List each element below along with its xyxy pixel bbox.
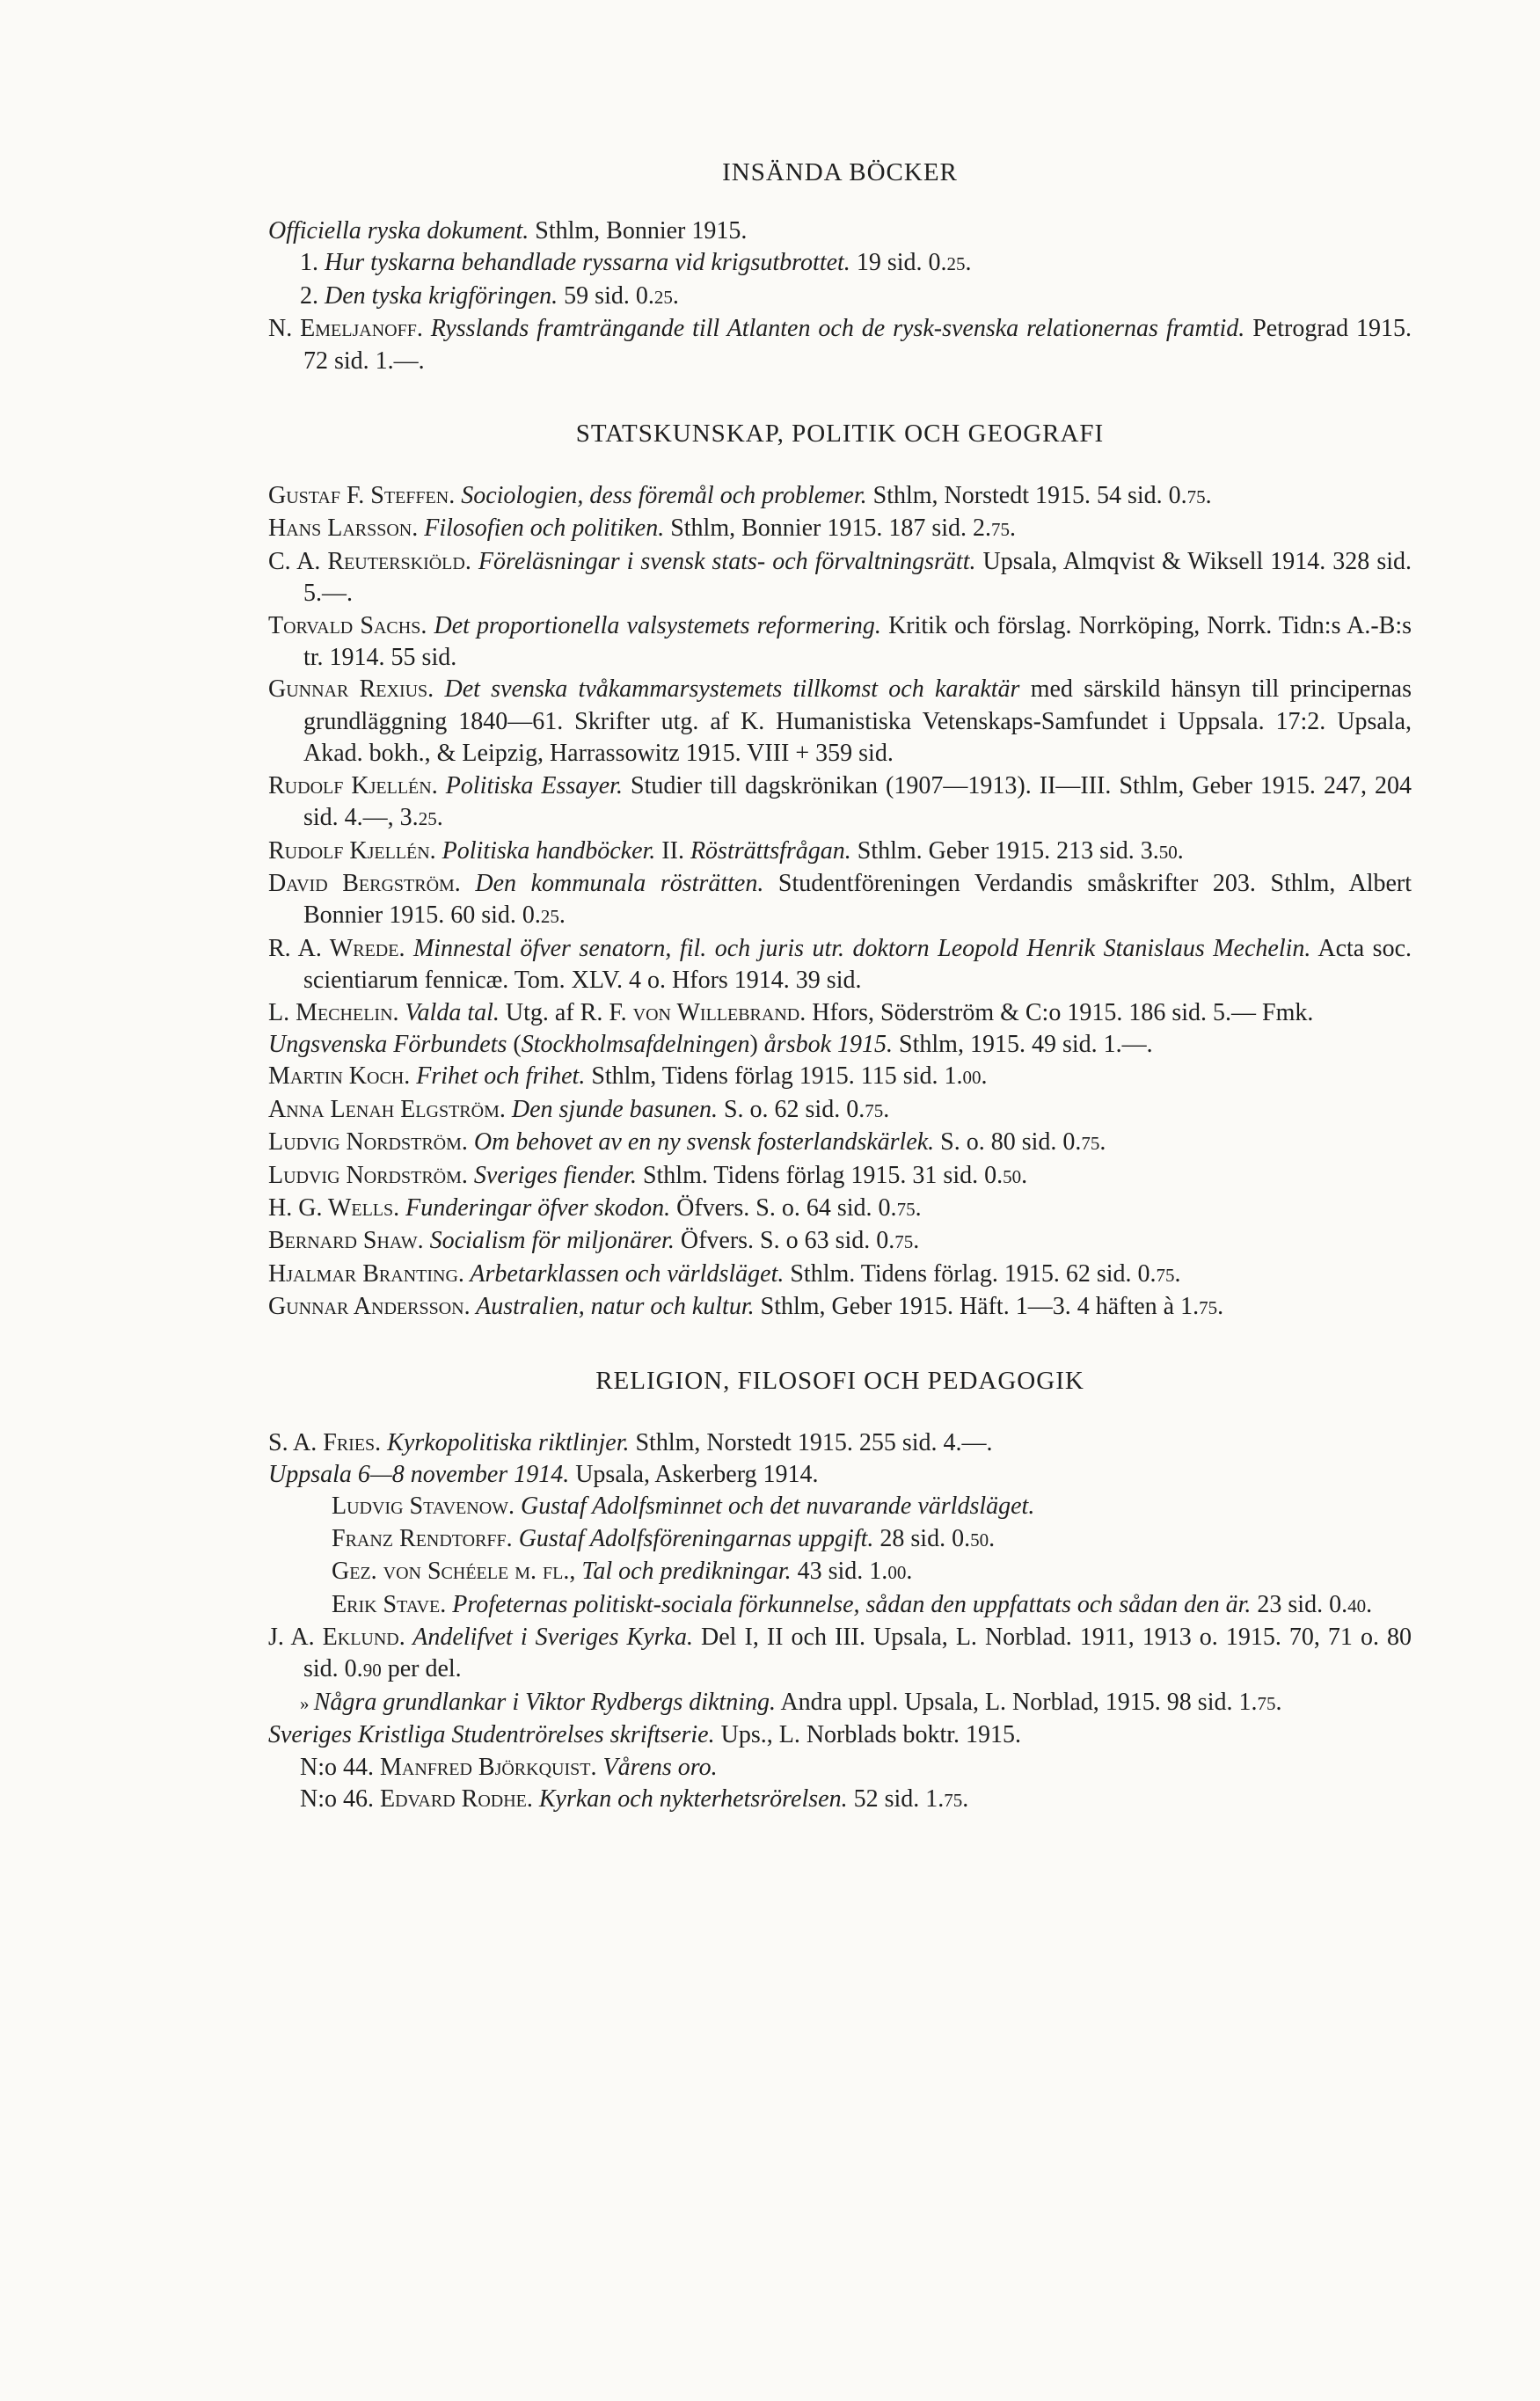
entry-price: 75	[944, 1790, 963, 1812]
entry-publication: 59 sid. 0.	[558, 281, 654, 310]
entry-author: Erik Stave.	[332, 1590, 447, 1618]
entry-title: Gustaf Adolfsföreningarnas uppgift.	[512, 1524, 874, 1552]
entry	[268, 313, 1412, 377]
entry-price: 75	[1081, 1133, 1100, 1155]
entry-publication: Sthlm, Norstedt 1915. 54 sid. 0.	[866, 482, 1187, 510]
entry-author: Martin Koch.	[268, 1062, 411, 1091]
entry-author: Hans Larsson.	[268, 514, 419, 543]
ditto-mark: »	[300, 1692, 314, 1714]
entry	[268, 770, 1412, 836]
entry-title: Filosofien och politiken.	[418, 514, 665, 543]
entry-title: Ungsvenska Förbundets	[268, 1030, 507, 1058]
entry-price: 75	[1156, 1264, 1175, 1286]
entry-title: Rysslands framträngande till Atlanten och de rysk-svenska relationernas framtid.	[422, 315, 1245, 343]
entry-end: .	[1010, 514, 1016, 543]
entry-publication: Studentföreningen Verdandis småskrifter 203. Sthlm, Albert Bonnier 1915. 60 sid. 0.	[303, 869, 1412, 930]
entry-publication: Sthlm. Geber 1915. 213 sid. 3.	[850, 836, 1159, 865]
entry-title: Vårens oro.	[596, 1753, 718, 1781]
entry-title: Den sjunde basunen.	[505, 1095, 718, 1123]
entry-author: Hjalmar Branting.	[268, 1259, 464, 1288]
entry-publication: Kritik och förslag. Norrköping, Norrk. Tidn:s A.-B:s tr. 1914. 55 sid.	[303, 611, 1412, 672]
sub-entry	[332, 1556, 1412, 1588]
entry-title: Andelifvet i Sveriges Kyrka.	[405, 1624, 693, 1652]
entry-text: )	[749, 1030, 764, 1058]
entry-author: Gez. von Schéele m. fl.,	[332, 1558, 576, 1586]
entry	[268, 868, 1412, 933]
entry-price: 75	[896, 1198, 916, 1220]
entry-author: Bernard Shaw.	[268, 1227, 424, 1255]
entry-title: Officiella ryska dokument.	[268, 217, 529, 244]
entry-title: Funderingar öfver skodon.	[399, 1193, 671, 1222]
entry-title: Minnestal öfver senatorn, fil. och juris utr. doktorn Leopold Henrik Stanislaus Mechelin.	[405, 934, 1311, 962]
entry	[268, 1127, 1412, 1159]
entry-end: .	[965, 249, 972, 277]
entry-title: Den tyska krigföringen.	[325, 281, 558, 310]
entry-title: Politiska Essayer.	[437, 771, 623, 799]
entry	[268, 674, 1412, 770]
entry	[268, 546, 1412, 610]
entry-end: .	[1366, 1590, 1373, 1618]
entry	[268, 215, 1412, 247]
sub-entry	[300, 281, 1412, 313]
entry-price: 50	[1158, 841, 1178, 863]
entry-publication: S. o. 62 sid. 0.	[717, 1095, 865, 1123]
entry-author: Gunnar Andersson.	[268, 1293, 471, 1321]
entry-end: .	[883, 1095, 890, 1123]
entry	[268, 1459, 1412, 1491]
entry-author: S. A. Fries.	[268, 1428, 382, 1456]
entry-publication: Sthlm, Norstedt 1915. 255 sid. 4.—.	[629, 1428, 993, 1456]
entry-price: 75	[991, 519, 1010, 541]
entry-publication: Studier till dagskrönikan (1907—1913). II—III. Sthlm, Geber 1915. 247, 204 sid. 4.—, 3.	[303, 771, 1412, 832]
entry-number: 2.	[300, 281, 325, 310]
entry	[268, 1225, 1412, 1258]
entry-subtitle: årsbok 1915.	[763, 1030, 894, 1058]
sub-entry	[300, 1687, 1412, 1719]
entry-title: Kyrkan och nykterhetsrörelsen.	[532, 1785, 848, 1814]
sub-entry	[300, 1752, 1412, 1784]
entry-author: Rudolf Kjellén.	[268, 771, 438, 799]
entry-title: Sveriges Kristliga Studentrörelses skriftserie.	[268, 1721, 715, 1749]
entry-price: 75	[865, 1099, 884, 1121]
entry-end: .	[1099, 1128, 1106, 1157]
entry-publication: Sthlm, Tidens förlag 1915. 115 sid. 1.	[585, 1062, 963, 1091]
sub-entry	[300, 1784, 1412, 1816]
entry-price: 25	[418, 808, 437, 830]
entry-author: Rudolf Kjellén.	[268, 836, 436, 865]
entry-publication: Sthlm. Tidens förlag 1915. 31 sid. 0.	[636, 1161, 1004, 1189]
entry-publication: 28 sid. 0.	[873, 1524, 971, 1552]
entry-publication: Ups., L. Norblads boktr. 1915.	[714, 1721, 1022, 1749]
entry-editor: von Willebrand.	[632, 998, 806, 1026]
entry-publication: 43 sid. 1.	[791, 1558, 888, 1586]
entry-title: Det proportionella valsystemets reformering.	[427, 611, 881, 639]
entry-title: Uppsala 6—8 november 1914.	[268, 1461, 570, 1488]
entry-publication: Sthlm, Geber 1915. Häft. 1—3. 4 häften à 1.	[754, 1293, 1200, 1321]
entry-author: Ludvig Stavenow.	[332, 1492, 515, 1521]
entry-publication: 23 sid. 0.	[1251, 1590, 1348, 1618]
entry-end: .	[1205, 482, 1212, 510]
entry	[268, 1427, 1412, 1459]
entry	[268, 1029, 1412, 1061]
entry-publication: Acta soc. scientiarum fennicæ. Tom. XLV. 4 o. Hfors 1914. 39 sid.	[303, 934, 1412, 995]
entry-subtitle: Rösträttsfrågan.	[690, 836, 851, 865]
entry	[268, 836, 1412, 868]
entry	[268, 513, 1412, 545]
entry	[268, 1061, 1412, 1093]
entry-title: Sociologien, dess föremål och problemer.	[455, 482, 867, 510]
entry-title: Den kommunala rösträtten.	[460, 869, 764, 897]
entry-number: 1.	[300, 249, 325, 277]
entry-subtitle: Stockholmsafdelningen	[521, 1030, 750, 1058]
entry-author: Manfred Björkquist.	[380, 1753, 597, 1781]
entry-title: Några grundlankar i Viktor Rydbergs diktning.	[313, 1688, 776, 1716]
entry-end: .	[1174, 1259, 1181, 1288]
text-block	[268, 158, 1412, 1816]
entry-price: 25	[946, 253, 966, 275]
entry-title: Föreläsningar i svensk stats- och förvaltningsrätt.	[471, 547, 976, 575]
entry-title: Om behovet av en ny svensk fosterlandskärlek.	[467, 1128, 935, 1157]
entry-author: N. Emeljanoff.	[268, 315, 423, 343]
entry-publication: Sthlm, 1915. 49 sid. 1.—.	[893, 1030, 1153, 1058]
entry-publication: 19 sid. 0.	[850, 249, 947, 277]
entry-publication: Andra uppl. Upsala, L. Norblad, 1915. 98 sid. 1.	[775, 1688, 1258, 1716]
entry-end: .	[436, 804, 443, 832]
entry-end: .	[913, 1227, 920, 1255]
entry-author: L. Mechelin.	[268, 998, 399, 1026]
entry-price: 75	[894, 1231, 914, 1253]
section-heading: RELIGION, FILOSOFI OCH PEDAGOGIK	[595, 1366, 1084, 1395]
entry	[268, 997, 1412, 1029]
entry	[268, 1622, 1412, 1687]
entry-title: Sveriges fiender.	[467, 1161, 637, 1189]
entry	[268, 1259, 1412, 1291]
entry-publication: Utg. af R. F.	[499, 998, 633, 1026]
entry-text: II.	[655, 836, 690, 865]
entry	[268, 1160, 1412, 1193]
entry-publication: Öfvers. S. o 63 sid. 0.	[674, 1227, 895, 1255]
entry-price: 75	[1199, 1297, 1218, 1319]
entry-end: .	[672, 281, 679, 310]
entry-end: .	[906, 1558, 913, 1586]
entry-publication: med särskild hänsyn till principernas grundläggning 1840—61. Skrifter utg. af K. Humanistiska Vetenskaps-Samfundet i Uppsala. 17:2. Upsala, Akad. bokh., & Leipzig, Harrassowitz 1915. VIII + 359 sid.	[303, 675, 1412, 768]
entry-publication: Hfors, Söderström & C:o 1915. 186 sid. 5.— Fmk.	[806, 998, 1314, 1026]
entry-price: 75	[1257, 1692, 1276, 1714]
entry-title: Valda tal.	[398, 998, 500, 1026]
entry-publication: Sthlm. Tidens förlag. 1915. 62 sid. 0.	[784, 1259, 1157, 1288]
entry-author: Franz Rendtorff.	[332, 1524, 513, 1552]
entry-end: per del.	[381, 1655, 462, 1683]
entry-author: Gustaf F. Steffen.	[268, 482, 456, 510]
entry-publication: Öfvers. S. o. 64 sid. 0.	[670, 1193, 897, 1222]
entry-price: 50	[970, 1529, 989, 1551]
entry-title: Det svenska tvåkammarsystemets tillkomst och karaktär	[434, 675, 1020, 704]
entry-author: Gunnar Rexius.	[268, 675, 434, 704]
entry-price: 50	[1003, 1165, 1022, 1187]
entry-title: Kyrkopolitiska riktlinjer.	[381, 1428, 630, 1456]
entry-author: H. G. Wells.	[268, 1193, 400, 1222]
entry	[268, 610, 1412, 675]
entry-author: C. A. Reuterskiöld.	[268, 547, 471, 575]
entry-end: .	[1021, 1161, 1028, 1189]
entry-author: Anna Lenah Elgström.	[268, 1095, 506, 1123]
entry-author: Edvard Rodhe.	[380, 1785, 533, 1814]
sub-entry	[332, 1491, 1412, 1522]
entry	[268, 1719, 1412, 1751]
entry-author: David Bergström.	[268, 869, 461, 897]
entry	[268, 480, 1412, 513]
entry	[268, 1094, 1412, 1127]
sub-entry	[300, 247, 1412, 280]
entry-publication: 52 sid. 1.	[847, 1785, 945, 1814]
entry-author: Torvald Sachs.	[268, 611, 427, 639]
entry-price: 40	[1347, 1595, 1367, 1616]
entry-title: Socialism för miljonärer.	[423, 1227, 675, 1255]
entry-price: 25	[653, 286, 673, 308]
entry-number: N:o 44.	[300, 1753, 380, 1781]
entry-end: .	[915, 1193, 922, 1222]
entry-publication: Del I, II och III. Upsala, L. Norblad. 1911, 1913 o. 1915. 70, 71 o. 80 sid. 0.	[303, 1624, 1412, 1683]
sub-entry	[332, 1589, 1412, 1622]
entry-price: 25	[540, 906, 559, 928]
entry	[268, 933, 1412, 997]
entry-title: Politiska handböcker.	[435, 836, 656, 865]
entry-title: Arbetarklassen och världsläget.	[463, 1259, 785, 1288]
sub-entry	[332, 1523, 1412, 1556]
entry-title: Hur tyskarna behandlade ryssarna vid krigsutbrottet.	[325, 249, 850, 277]
section-heading: STATSKUNSKAP, POLITIK OCH GEOGRAFI	[575, 420, 1105, 449]
entry-publication: S. o. 80 sid. 0.	[934, 1128, 1082, 1157]
entry-price: 00	[887, 1562, 907, 1584]
entry-title: Tal och predikningar.	[575, 1558, 792, 1586]
entry-publication: Sthlm, Bonnier 1915.	[529, 217, 748, 244]
entry-end: .	[981, 1062, 988, 1091]
entry-end: .	[1217, 1293, 1224, 1321]
entry-author: Ludvig Nordström.	[268, 1128, 468, 1157]
entry-title: Profeternas politiskt-sociala förkunnelse, sådan den uppfattats och sådan den är.	[446, 1590, 1252, 1618]
entry-end: .	[558, 901, 566, 930]
entry-publication: Upsala, Almqvist & Wiksell 1914. 328 sid. 5.—.	[303, 547, 1412, 608]
entry-price: 90	[362, 1660, 382, 1682]
entry	[268, 1291, 1412, 1324]
entry-publication: Upsala, Askerberg 1914.	[569, 1461, 819, 1488]
page-title: INSÄNDA BÖCKER	[722, 158, 958, 186]
entry-author: R. A. Wrede.	[268, 934, 405, 962]
entry-title: Frihet och frihet.	[410, 1062, 586, 1091]
entry-price: 00	[962, 1067, 982, 1089]
entry-publication: Petrograd 1915. 72 sid. 1.—.	[303, 315, 1412, 375]
entry-end: .	[989, 1524, 996, 1552]
entry	[268, 1193, 1412, 1225]
entry-title: Gustaf Adolfsminnet och det nuvarande världsläget.	[515, 1492, 1035, 1521]
entry-end: .	[962, 1785, 969, 1814]
entry-author: J. A. Eklund.	[268, 1624, 405, 1652]
entry-number: N:o 46.	[300, 1785, 380, 1814]
entry-author: Ludvig Nordström.	[268, 1161, 468, 1189]
entry-publication: Sthlm, Bonnier 1915. 187 sid. 2.	[664, 514, 991, 543]
entry-price: 75	[1186, 486, 1206, 508]
entry-end: .	[1177, 836, 1184, 865]
entry-end: .	[1275, 1688, 1282, 1716]
entry-text: (	[507, 1030, 522, 1058]
entry-title: Australien, natur och kultur.	[470, 1293, 755, 1321]
